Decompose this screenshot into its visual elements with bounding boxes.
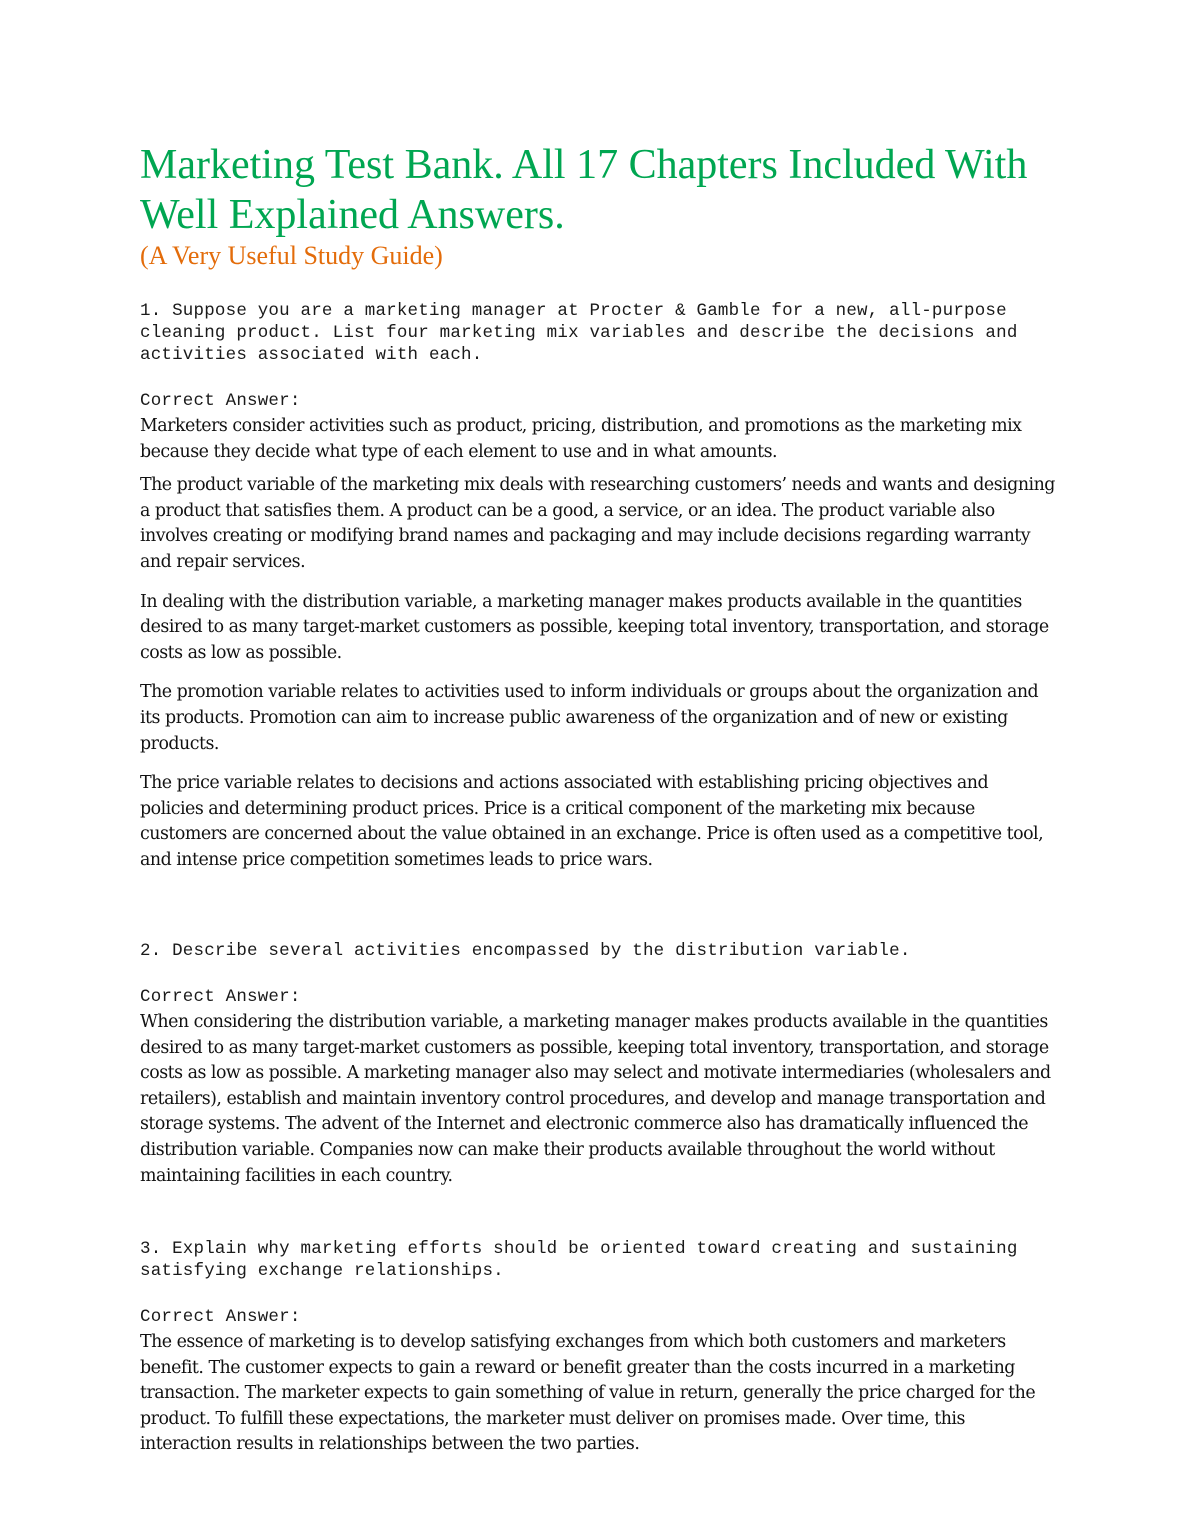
document-title-line-2: Well Explained Answers. <box>140 192 565 238</box>
answer-paragraph: The price variable relates to decisions and actions associated with establishing pricing objectives and policies and determining product prices. Price is a critical component of the marketing mix because customers are concerned about the value obtained in an exchange. Price is often used as a competitive tool, and intense price competition sometimes leads to price wars. <box>140 773 1044 870</box>
answer-block-1 <box>140 390 1055 874</box>
question-block-2 <box>140 940 1055 962</box>
question-text: 1. Suppose you are a marketing manager at Procter & Gamble for a new, all-purpose cleaning product. List four marketing mix variables and describe the decisions and activities associated with each. <box>140 301 1029 365</box>
question-text: 3. Explain why marketing efforts should be oriented toward creating and sustaining satisfying exchange relationships. <box>140 1239 1029 1281</box>
document-title <box>140 140 1055 240</box>
answer-paragraph: The product variable of the marketing mix deals with researching customers’ needs and wants and designing a product that satisfies them. A product can be a good, a service, or an idea. The product variable also involves creating or modifying brand names and packaging and may include decisions regarding warranty and repair services. <box>140 475 1055 572</box>
answer-paragraph: The promotion variable relates to activities used to inform individuals or groups about the organization and its products. Promotion can aim to increase public awareness of the organization and of new or existing products. <box>140 682 1039 754</box>
answer-paragraph: In dealing with the distribution variable, a marketing manager makes products available in the quantities desired to as many target-market customers as possible, keeping total inventory, transportation, and storage costs as low as possible. <box>140 591 1049 663</box>
document-subtitle: (A Very Useful Study Guide) <box>140 241 443 270</box>
document-header <box>140 140 1055 272</box>
answer-label: Correct Answer: <box>140 1307 301 1327</box>
question-block-1 <box>140 300 1055 366</box>
answer-block-2 <box>140 986 1055 1189</box>
answer-paragraph: When considering the distribution variable, a marketing manager makes products available in the quantities desired to as many target-market customers as possible, keeping total inventory, transportation, and storage costs as low as possible. A marketing manager also may select and motivate intermediaries (wholesalers and retailers), establish and maintain inventory control procedures, and develop and manage transportation and storage systems. The advent of the Internet and electronic commerce also has dramatically influenced the distribution variable. Companies now can make their products available throughout the world without maintaining facilities in each country. <box>140 1012 1051 1186</box>
answer-label: Correct Answer: <box>140 391 301 411</box>
answer-block-3 <box>140 1306 1055 1458</box>
question-block-3 <box>140 1238 1055 1282</box>
answer-label: Correct Answer: <box>140 987 301 1007</box>
question-text: 2. Describe several activities encompassed by the distribution variable. <box>140 941 911 961</box>
answer-paragraph: The essence of marketing is to develop satisfying exchanges from which both customers and marketers benefit. The customer expects to gain a reward or benefit greater than the costs incurred in a marketing transaction. The marketer expects to gain something of value in return, generally the price charged for the product. To fulfill these expectations, the marketer must deliver on promises made. Over time, this interaction results in relationships between the two parties. <box>140 1332 1036 1455</box>
answer-paragraph: Marketers consider activities such as product, pricing, distribution, and promotions as the marketing mix because they decide what type of each element to use and in what amounts. <box>140 416 1022 462</box>
document-title-line-1: Marketing Test Bank. All 17 Chapters Included With <box>140 142 1028 188</box>
